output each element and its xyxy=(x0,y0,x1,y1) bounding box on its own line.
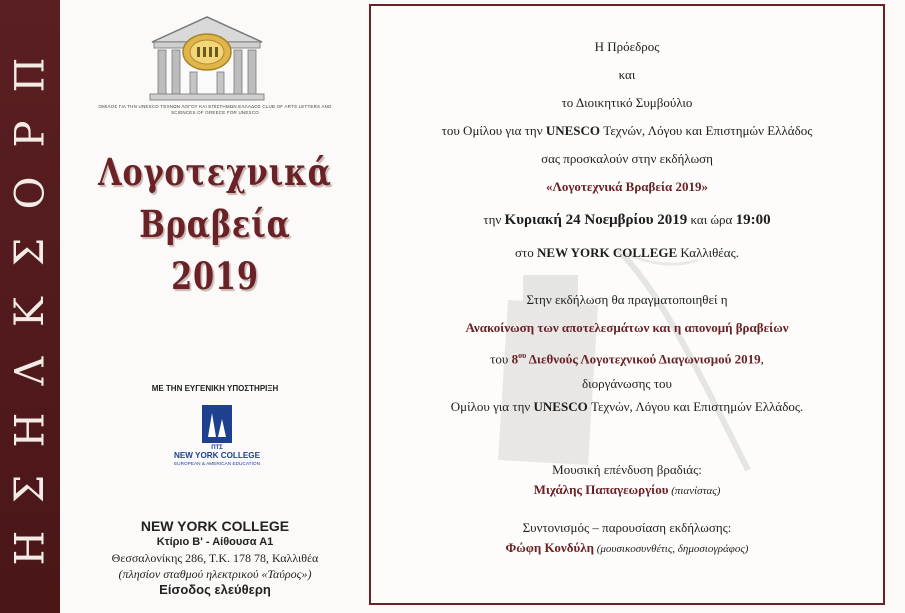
line-and: και xyxy=(618,67,636,82)
event-title xyxy=(88,146,342,302)
side-band-letter: Σ xyxy=(7,238,53,267)
line-coordination-label: Συντονισμός – παρουσίαση εκδήλωσης: xyxy=(522,520,732,535)
line-president: Η Πρόεδρος xyxy=(594,39,660,54)
event-title-line-1: Λογοτεχνικά xyxy=(98,150,332,194)
line-club: του Ομίλου για την UNESCO Τεχνών, Λόγου και Επιστημών Ελλάδος xyxy=(441,123,813,138)
line-organized: διοργάνωσης του xyxy=(582,376,672,391)
line-contest: του $8^{o\upsilon}$ Διεθνούς Λογοτεχνικού Διαγωνισμού 2019, xyxy=(490,351,764,367)
venue-directions: (πλησίον σταθμού ηλεκτρικού «Ταύρος») xyxy=(118,567,312,581)
line-club-2: Ομίλου για την UNESCO Τεχνών, Λόγου και Επιστημών Ελλάδος. xyxy=(450,399,804,414)
line-invite: σας προσκαλούν στην εκδήλωση xyxy=(541,151,713,166)
side-band-letter: Π xyxy=(6,57,53,93)
line-event-intro: Στην εκδήλωση θα πραγματοποιηθεί η xyxy=(526,292,728,307)
line-board: το Διοικητικό Συμβούλιο xyxy=(561,95,693,110)
left-panel xyxy=(60,0,370,613)
side-band-letter: Λ xyxy=(6,356,53,386)
venue-room: Κτίριο Β' - Αίθουσα Α1 xyxy=(156,536,274,548)
nyc-logo-mark: ΠΤΣ xyxy=(211,445,223,451)
side-band-letter: Ρ xyxy=(6,120,53,148)
side-band-letter: Κ xyxy=(6,296,53,327)
nyc-logo-sub: EUROPEAN & AMERICAN EDUCATION xyxy=(174,461,260,466)
free-entry-note: Είσοδος ελεύθερη xyxy=(159,582,271,597)
new-york-college-logo xyxy=(172,405,262,467)
venue-street: Θεσσαλονίκης 286, Τ.Κ. 178 78, Καλλιθέα xyxy=(111,551,319,565)
nyc-logo-name: NEW YORK COLLEGE xyxy=(174,450,261,460)
side-band-letter: Η xyxy=(6,530,53,566)
side-band-letter: Η xyxy=(6,412,53,448)
unesco-club-logo xyxy=(144,14,270,104)
venue-name: NEW YORK COLLEGE xyxy=(140,518,290,534)
line-event-name: «Λογοτεχνικά Βραβεία 2019» xyxy=(546,179,708,194)
side-band-letter: Ο xyxy=(6,176,53,210)
line-presenter: Φώφη Κονδύλη (μουσικοσυνθέτις, δημοσιογράφος) xyxy=(505,540,749,555)
line-announcement: Ανακοίνωση των αποτελεσμάτων και η απονομή βραβείων xyxy=(465,320,789,335)
side-band-letter: Σ xyxy=(7,474,53,504)
event-title-line-3: 2019 xyxy=(171,254,259,298)
line-date-time: την Κυριακή 24 Νοεμβρίου 2019 και ώρα 19:00 xyxy=(483,212,771,228)
event-title-line-2: Βραβεία xyxy=(139,202,291,246)
venue-address xyxy=(60,518,370,598)
side-band-title xyxy=(0,0,60,613)
logo-caption: ΟΜΙΛΟΣ ΓΙΑ ΤΗΝ UNESCO ΤΕΧΝΩΝ ΛΟΓΟΥ ΚΑΙ ΕΠΙΣΤΗΜΩΝ ΕΛΛΑΔΟΣ CLUB OF ARTS LETTERS AND SCIENCES OF GREECE FOR UNESCO xyxy=(98,104,332,115)
line-music-label: Μουσική επένδυση βραδιάς: xyxy=(552,462,702,477)
line-musician: Μιχάλης Παπαγεωργίου (πιανίστας) xyxy=(533,482,721,497)
support-label: ΜΕ ΤΗΝ ΕΥΓΕΝΙΚΗ ΥΠΟΣΤΗΡΙΞΗ xyxy=(151,384,279,393)
line-venue: στο NEW YORK COLLEGE Καλλιθέας. xyxy=(515,245,739,260)
